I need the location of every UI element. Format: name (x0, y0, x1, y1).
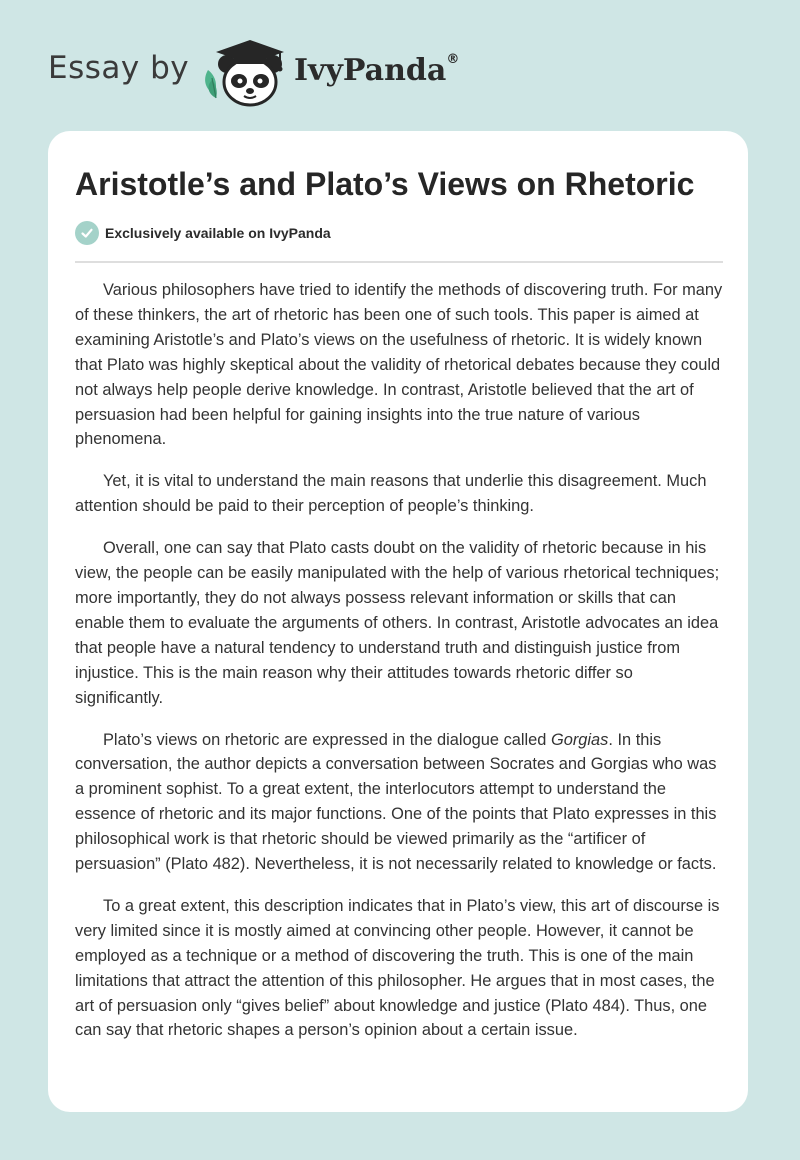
check-circle-icon (75, 221, 99, 245)
work-title: Gorgias (550, 730, 609, 749)
brand-name[interactable] (294, 53, 459, 88)
exclusive-badge (75, 221, 331, 245)
essay-by-label: Essay by (48, 50, 190, 86)
paragraph-text: . In this conversation, the author depicts a conversation between Socrates and Gorgias who was a prominent sophist. To a great extent, the interlocutors attempt to understand the essence of rhetoric and its major functions. One of the points that Plato expresses in this philosophical work is that rhetoric should be viewed primarily as the “artificer of persuasion” (Plato 482). Nevertheless, it is not necessarily related to knowledge or facts. (75, 730, 717, 874)
site-header (0, 0, 800, 120)
essay-card (48, 131, 748, 1112)
page-title: Aristotle’s and Plato’s Views on Rhetoric (75, 166, 695, 202)
panda-logo-icon[interactable] (200, 36, 290, 110)
brand-name-text: IvyPanda (294, 53, 447, 88)
paragraph: Overall, one can say that Plato casts doubt on the validity of rhetoric because in his view, the people can be easily manipulated with the help of various rhetorical techniques; more importantly, they do not always possess relevant information or skills that can enable them to evaluate the arguments of others. In contrast, Aristotle advocates an idea that people have a natural tendency to understand truth and distinguish justice from injustice. This is the main reason why their attitudes towards rhetoric differ so significantly. (75, 539, 720, 707)
essay-body (75, 278, 725, 1060)
paragraph-text: Plato’s views on rhetoric are expressed in the dialogue called (103, 730, 551, 749)
paragraph: To a great extent, this description indicates that in Plato’s view, this art of discourse is very limited since it is mostly aimed at convincing other people. However, it cannot be employed as a technique or a method of discovering the truth. This is one of the main limitations that attract the attention of this philosopher. He argues that in most cases, the art of persuasion only “gives belief” about knowledge and justice (Plato 484). Thus, one can say that rhetoric shapes a person’s opinion about a certain issue. (75, 896, 720, 1040)
registered-mark: ® (446, 52, 460, 67)
title-divider (75, 261, 723, 263)
paragraph: Yet, it is vital to understand the main reasons that underlie this disagreement. Much attention should be paid to their perception of people’s thinking. (75, 472, 707, 516)
paragraph: Various philosophers have tried to identify the methods of discovering truth. For many of these thinkers, the art of rhetoric has been one of such tools. This paper is aimed at examining Aristotle’s and Plato’s views on the usefulness of rhetoric. It is widely known that Plato was highly skeptical about the validity of rhetorical debates because they could not always help people derive knowledge. In contrast, Aristotle believed that the art of persuasion had been helpful for gaining insights into the true nature of various phenomena. (75, 281, 723, 449)
paragraph (75, 728, 725, 877)
exclusive-badge-label: Exclusively available on IvyPanda (105, 225, 331, 241)
